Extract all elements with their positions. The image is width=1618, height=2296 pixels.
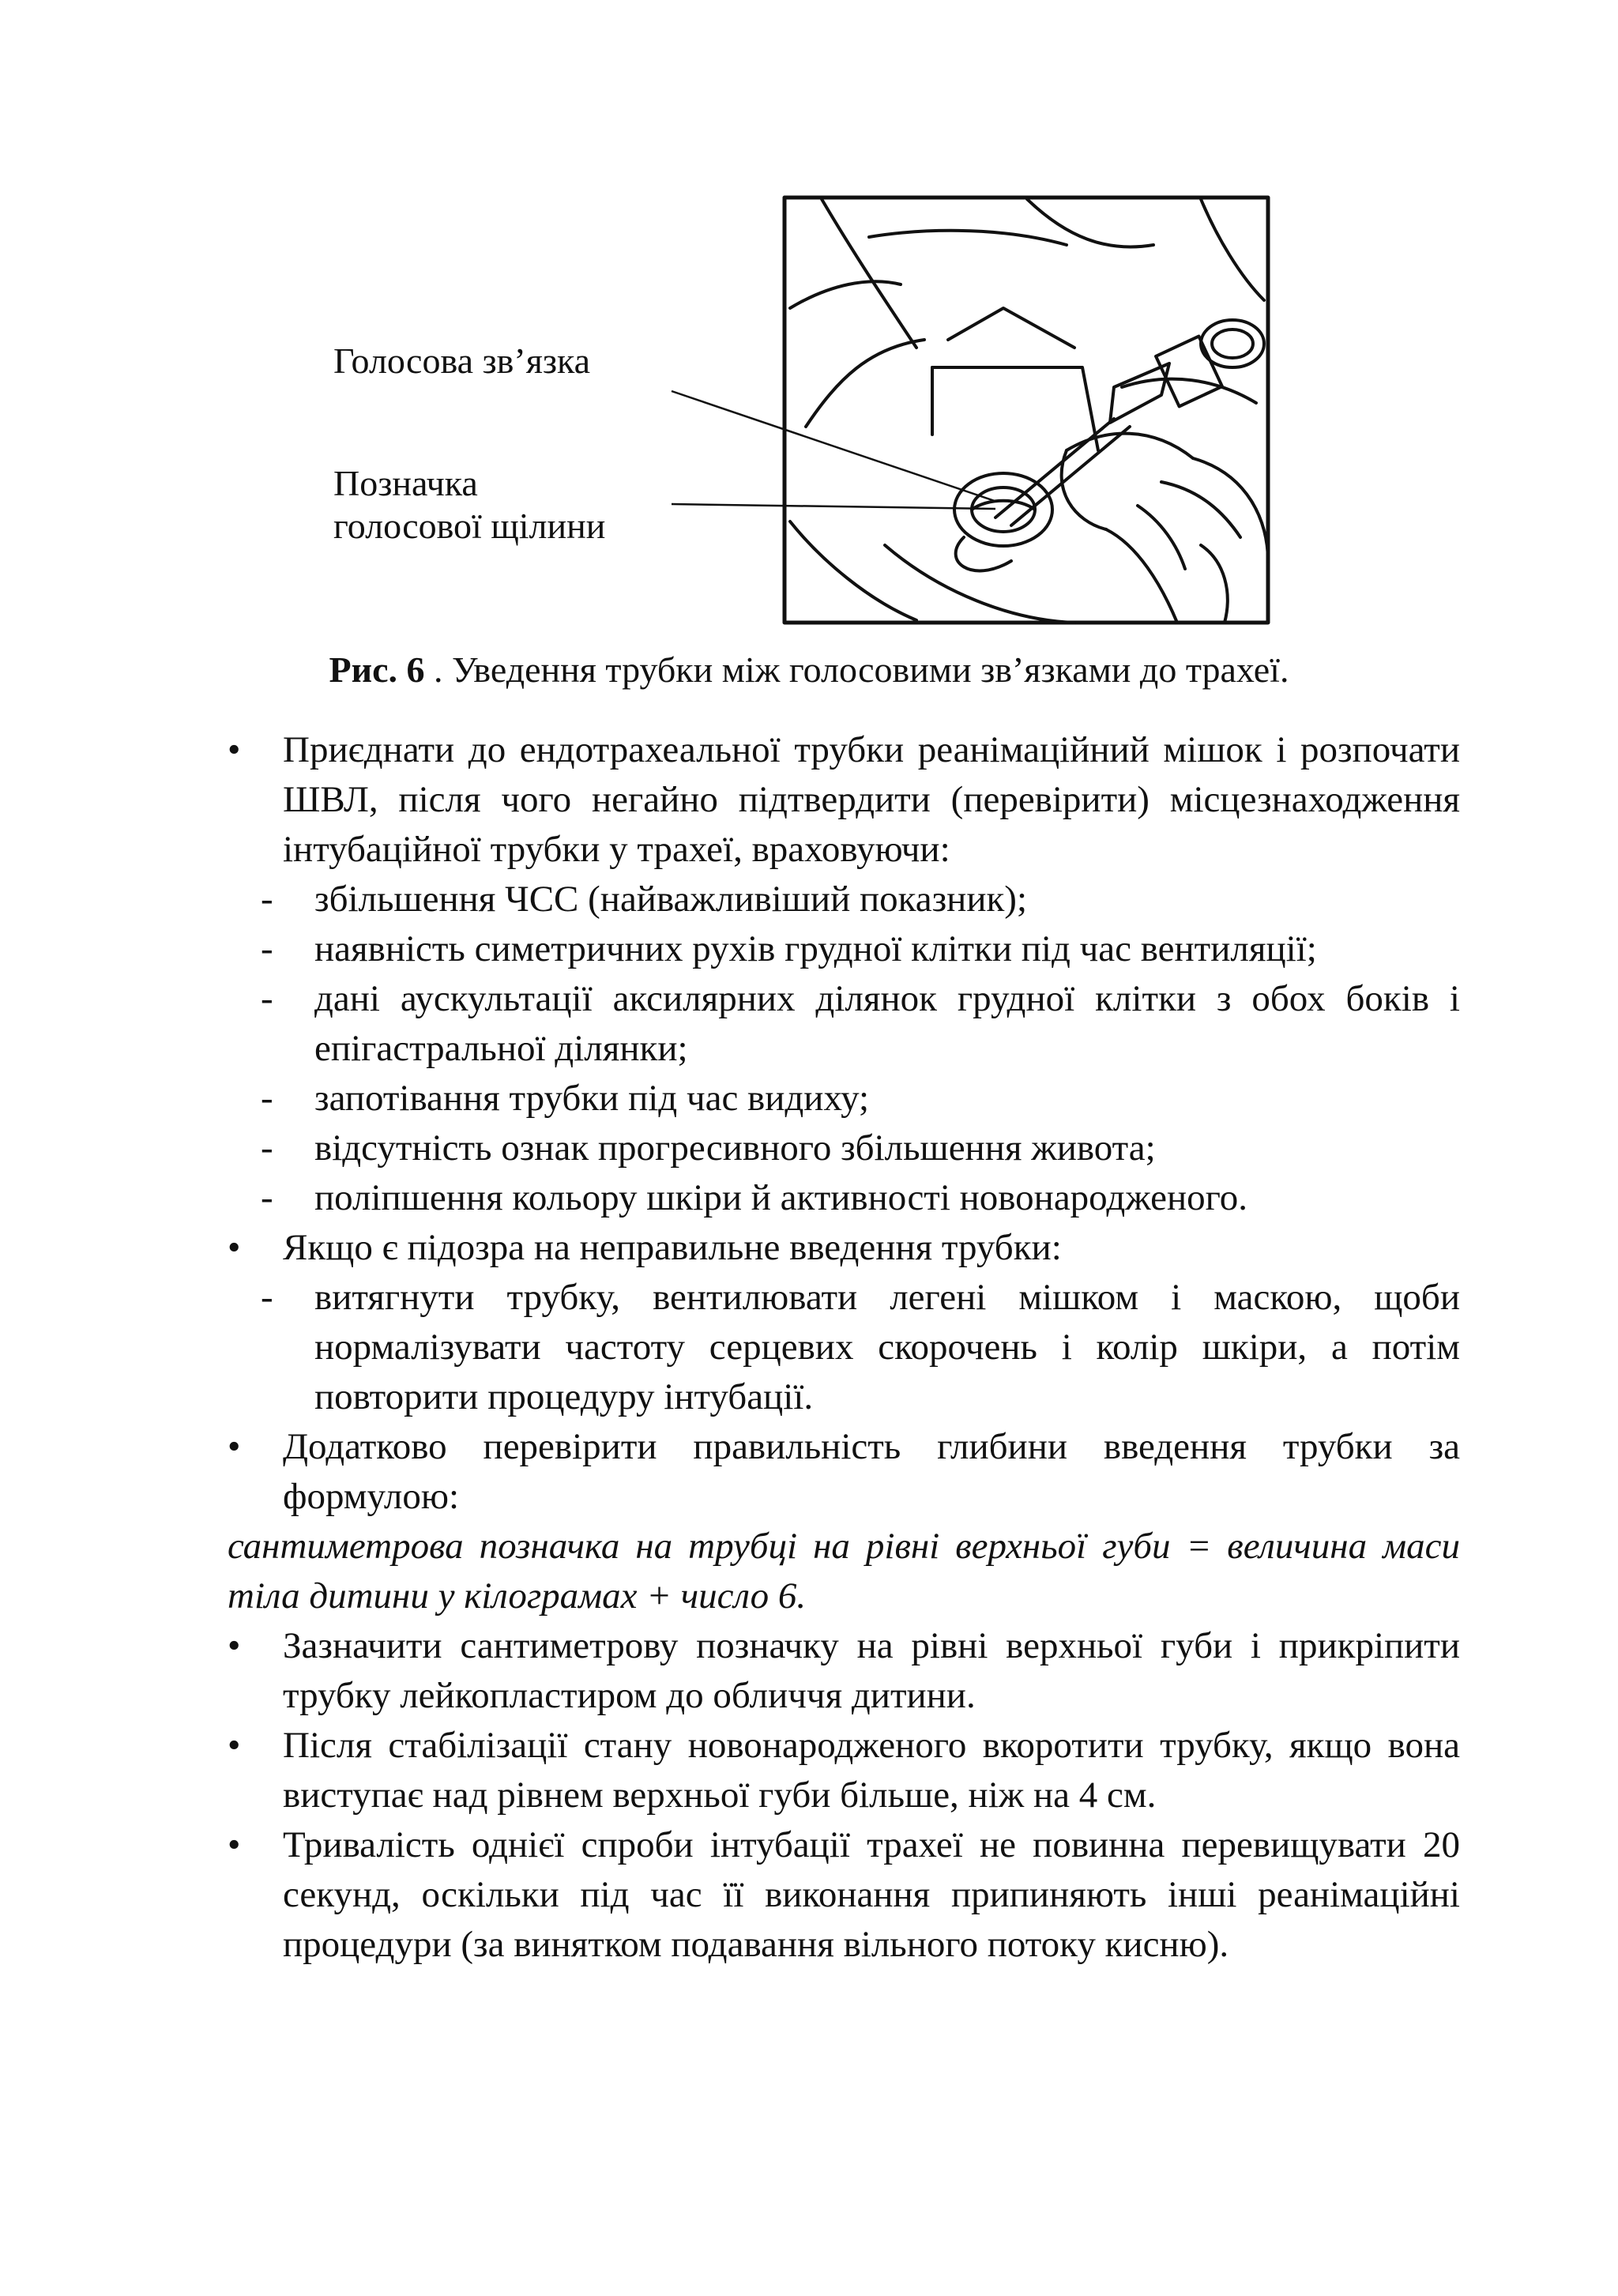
dash-heart-rate: - збільшення ЧСС (найважливіший показник); [228, 875, 1460, 924]
bullet-duration: • Тривалість однієї спроби інтубації трахеї не повинна перевищувати 20 секунд, оскільки під час її виконання припиняють інші реанімаційні процедури (за винятком подавання вільного потоку кисню). [228, 1820, 1460, 1970]
body-text [228, 725, 1460, 1970]
caption-figure-number: Рис. 6 [329, 649, 425, 690]
depth-formula: сантиметрова позначка на трубці на рівні верхньої губи = величина маси тіла дитини у кілограмах + число 6. [228, 1526, 1460, 1617]
dash-auscultation: - дані аускультації аксилярних ділянок грудної клітки з обох боків і епігастральної ділянки; [228, 974, 1460, 1074]
label-glottis-mark [333, 462, 605, 548]
caption-text: . Уведення трубки між голосовими зв’язками до трахеї. [424, 649, 1289, 690]
laryngoscope-illustration [316, 190, 1359, 664]
bullet-mark-tube: • Зазначити сантиметрову позначку на рівні верхньої губи і прикріпити трубку лейкопластиром до обличчя дитини. [228, 1621, 1460, 1721]
bullet-connect-bag: • Приєднати до ендотрахеальної трубки реанімаційний мішок і розпочати ШВЛ, після чого негайно підтвердити (перевірити) місцезнаходження інтубаційної трубки у трахеї, враховуючи: [228, 725, 1460, 875]
dash-withdraw-tube: - витягнути трубку, вентилювати легені мішком і маскою, щоби нормалізувати частоту серцевих скорочень і колір шкіри, а потім повторити процедуру інтубації. [228, 1273, 1460, 1422]
bullet-shorten-tube: • Після стабілізації стану новонародженого вкоротити трубку, якщо вона виступає над рівнем верхньої губи більше, ніж на 4 см. [228, 1721, 1460, 1820]
dash-tube-fogging: - запотівання трубки під час видиху; [228, 1074, 1460, 1124]
label-glottis-mark-line1: Позначка [333, 463, 478, 503]
dash-chest-movement: - наявність симетричних рухів грудної клітки під час вентиляції; [228, 924, 1460, 974]
dash-abdomen: - відсутність ознак прогресивного збільшення живота; [228, 1124, 1460, 1173]
figure-intubation [316, 190, 1359, 664]
label-vocal-cord: Голосова зв’язка [333, 341, 591, 381]
label-glottis-mark-line2: голосової щілини [333, 506, 606, 546]
dash-skin-color: - поліпшення кольору шкіри й активності новонародженого. [228, 1173, 1460, 1223]
bullet-check-depth: • Додатково перевірити правильність глибини введення трубки за формулою: [228, 1422, 1460, 1522]
bullet-suspect-misplacement: • Якщо є підозра на неправильне введення трубки: [228, 1223, 1460, 1273]
figure-caption [0, 646, 1618, 694]
